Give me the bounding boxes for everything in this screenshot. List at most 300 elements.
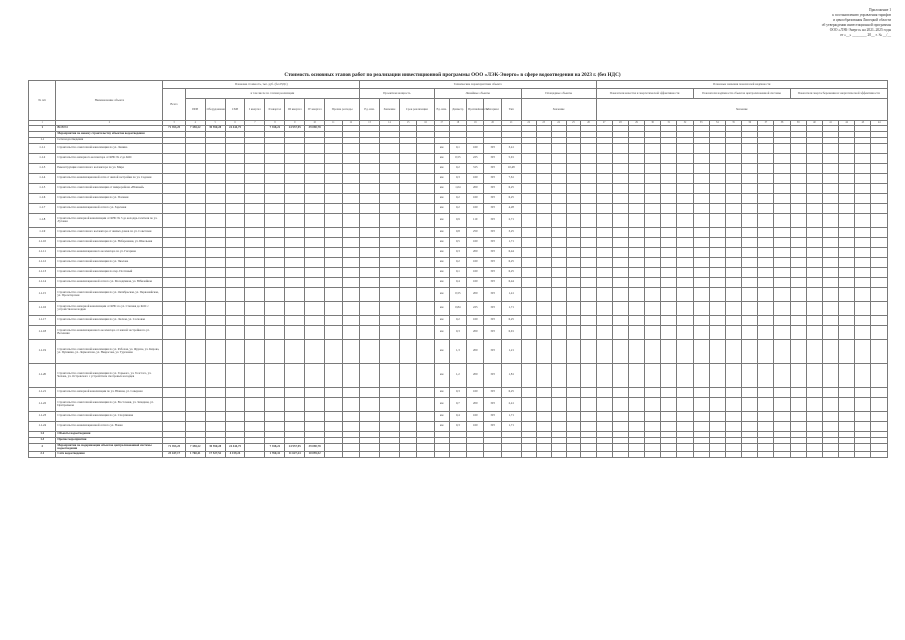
- empty-cell: [645, 257, 661, 267]
- empty-cell: [855, 143, 871, 153]
- design-value: [379, 203, 399, 213]
- cost-other-a: [325, 257, 342, 267]
- empty-cell: [806, 163, 822, 173]
- header-target-a: Показатели качества и энергетической эффективности: [596, 89, 693, 99]
- row-number: 1.1.21: [29, 387, 56, 397]
- linear-diameter: 250: [467, 227, 484, 237]
- table-row: [29, 193, 888, 203]
- empty-cell: [677, 363, 693, 387]
- cost-q3: [285, 173, 305, 183]
- cost-q4: [305, 277, 325, 287]
- empty-cell: [855, 257, 871, 267]
- empty-cell: [693, 363, 709, 387]
- linear-type: 6,25: [501, 257, 521, 267]
- design-value: [379, 257, 399, 267]
- empty-cell: [628, 143, 644, 153]
- cost-pir: 1 760,41: [185, 451, 205, 457]
- design-value: [379, 411, 399, 421]
- empty-cell: [521, 193, 536, 203]
- empty-cell: [774, 203, 790, 213]
- period-a: [399, 257, 416, 267]
- linear-length: 0,7: [449, 397, 466, 411]
- empty-cell: [839, 203, 855, 213]
- empty-cell: [581, 153, 596, 163]
- cost-pir: [185, 363, 205, 387]
- period-a: [399, 193, 416, 203]
- empty-cell: [709, 193, 725, 203]
- empty-cell: [596, 277, 612, 287]
- cost-other-a: [325, 339, 342, 363]
- empty-cell: [521, 237, 536, 247]
- empty-cell: [645, 193, 661, 203]
- column-number: 39: [790, 121, 806, 126]
- empty-cell: [536, 267, 551, 277]
- empty-cell: [725, 287, 741, 301]
- linear-material: ПЭ: [484, 387, 501, 397]
- empty-cell: [693, 267, 709, 277]
- cost-other-b: [342, 153, 360, 163]
- empty-cell: [566, 443, 581, 451]
- design-value: [379, 451, 399, 457]
- linear-unit: км: [434, 257, 449, 267]
- cost-other-a: [325, 203, 342, 213]
- cost-q1: [245, 301, 265, 315]
- empty-cell: [871, 173, 888, 183]
- empty-cell: [521, 163, 536, 173]
- linear-length: 1,2: [449, 363, 466, 387]
- cost-q3: [285, 267, 305, 277]
- linear-unit: км: [434, 339, 449, 363]
- empty-cell: [806, 301, 822, 315]
- empty-cell: [806, 325, 822, 339]
- empty-cell: [661, 387, 677, 397]
- empty-cell: [774, 267, 790, 277]
- row-name: Реконструкция самотечного коллектора по ул. Мира: [56, 163, 163, 173]
- cost-q2: [265, 173, 285, 183]
- cost-other-a: [325, 363, 342, 387]
- empty-cell: [774, 173, 790, 183]
- period-b: [417, 237, 434, 247]
- cost-q3: [285, 363, 305, 387]
- period-b: [417, 315, 434, 325]
- design-value: [379, 237, 399, 247]
- period-b: [417, 397, 434, 411]
- empty-cell: [612, 325, 628, 339]
- period-b: [417, 153, 434, 163]
- column-number: 33: [693, 121, 709, 126]
- empty-cell: [709, 421, 725, 431]
- empty-cell: [806, 443, 822, 451]
- empty-cell: [855, 387, 871, 397]
- empty-cell: [536, 213, 551, 227]
- approval-line: об утверждении инвестиционной программы: [821, 23, 891, 27]
- empty-cell: [581, 277, 596, 287]
- period-a: [399, 237, 416, 247]
- cost-q2: 7 358,22: [265, 443, 285, 451]
- linear-diameter: 200: [467, 363, 484, 387]
- empty-cell: [822, 287, 838, 301]
- design-value: [379, 315, 399, 325]
- empty-cell: [596, 183, 612, 193]
- cost-q4: [305, 421, 325, 431]
- cost-q2: [265, 301, 285, 315]
- empty-cell: [551, 325, 566, 339]
- linear-unit: км: [434, 173, 449, 183]
- row-number: 1.1: [29, 137, 56, 143]
- cost-equip: 39 590,28: [205, 125, 225, 131]
- empty-cell: [742, 315, 758, 325]
- cost-equip: [205, 163, 225, 173]
- empty-cell: [645, 203, 661, 213]
- empty-cell: [628, 203, 644, 213]
- empty-cell: [521, 173, 536, 183]
- empty-cell: [693, 287, 709, 301]
- empty-cell: [758, 421, 774, 431]
- design-unit: [360, 315, 380, 325]
- row-name: ВСЕГО: [56, 125, 163, 131]
- header-area-detail: Значение: [521, 99, 596, 121]
- cost-q1: [245, 143, 265, 153]
- row-number: 1.1.10: [29, 237, 56, 247]
- empty-cell: [645, 387, 661, 397]
- empty-cell: [566, 363, 581, 387]
- table-row: [29, 163, 888, 173]
- empty-cell: [566, 301, 581, 315]
- empty-cell: [628, 387, 644, 397]
- empty-cell: [566, 387, 581, 397]
- empty-cell: [612, 277, 628, 287]
- cost-total: [163, 315, 185, 325]
- empty-cell: [581, 267, 596, 277]
- empty-cell: [677, 451, 693, 457]
- cost-equip: [205, 397, 225, 411]
- linear-length: 0,55: [449, 153, 466, 163]
- empty-cell: [790, 363, 806, 387]
- design-unit: [360, 203, 380, 213]
- empty-cell: [742, 213, 758, 227]
- row-name: Строительство самотечной канализации по ул. Ленина: [56, 143, 163, 153]
- empty-cell: [742, 173, 758, 183]
- empty-cell: [709, 451, 725, 457]
- empty-cell: [822, 193, 838, 203]
- cost-other-b: [342, 339, 360, 363]
- empty-cell: [596, 153, 612, 163]
- cost-other-b: [342, 421, 360, 431]
- empty-cell: [612, 315, 628, 325]
- empty-cell: [661, 153, 677, 163]
- empty-cell: [596, 227, 612, 237]
- empty-cell: [822, 213, 838, 227]
- table-row: [29, 411, 888, 421]
- linear-unit: км: [434, 227, 449, 237]
- empty-cell: [536, 451, 551, 457]
- period-b: [417, 213, 434, 227]
- empty-cell: [855, 411, 871, 421]
- period-a: [399, 411, 416, 421]
- cost-q1: [245, 237, 265, 247]
- column-number: 13: [360, 121, 380, 126]
- column-number: 43: [855, 121, 871, 126]
- cost-other-a: [325, 267, 342, 277]
- empty-cell: [839, 301, 855, 315]
- cost-equip: [205, 411, 225, 421]
- empty-cell: [612, 237, 628, 247]
- empty-cell: [725, 301, 741, 315]
- linear-type: 1,21: [501, 339, 521, 363]
- row-number: 1.1.23: [29, 411, 56, 421]
- empty-cell: [612, 443, 628, 451]
- empty-cell: [551, 257, 566, 267]
- empty-cell: [581, 247, 596, 257]
- empty-cell: [612, 301, 628, 315]
- empty-cell: [645, 397, 661, 411]
- cost-other-a: [325, 237, 342, 247]
- empty-cell: [855, 227, 871, 237]
- empty-cell: [806, 257, 822, 267]
- empty-cell: [709, 163, 725, 173]
- cost-q3: [285, 213, 305, 227]
- linear-type: 5,91: [501, 153, 521, 163]
- empty-cell: [790, 237, 806, 247]
- empty-cell: [645, 237, 661, 247]
- empty-cell: [725, 363, 741, 387]
- cost-smr: [225, 267, 245, 277]
- column-number: 42: [839, 121, 855, 126]
- header-other: Прочие расходы: [325, 99, 360, 121]
- empty-cell: [521, 387, 536, 397]
- empty-cell: [725, 397, 741, 411]
- period-a: [399, 287, 416, 301]
- cost-total: [163, 247, 185, 257]
- cost-q3: [285, 421, 305, 431]
- column-number: 22: [521, 121, 536, 126]
- empty-cell: [551, 387, 566, 397]
- linear-unit: км: [434, 301, 449, 315]
- empty-cell: [822, 203, 838, 213]
- empty-cell: [645, 163, 661, 173]
- empty-cell: [806, 363, 822, 387]
- design-value: [379, 387, 399, 397]
- empty-cell: [790, 267, 806, 277]
- row-name: Строительство самотечной канализации по ул. Полевая: [56, 193, 163, 203]
- linear-length: 0,84: [449, 301, 466, 315]
- linear-diameter: 200: [467, 397, 484, 411]
- empty-cell: [536, 363, 551, 387]
- empty-cell: [855, 363, 871, 387]
- empty-cell: [742, 267, 758, 277]
- cost-equip: [205, 173, 225, 183]
- empty-cell: [693, 443, 709, 451]
- linear-material: ПЭ: [484, 363, 501, 387]
- cost-smr: [225, 143, 245, 153]
- period-b: [417, 301, 434, 315]
- design-unit: [360, 143, 380, 153]
- empty-cell: [551, 397, 566, 411]
- cost-q3: [285, 227, 305, 237]
- design-value: [379, 421, 399, 431]
- table-row: [29, 451, 888, 457]
- empty-cell: [645, 411, 661, 421]
- empty-cell: [790, 227, 806, 237]
- cost-q1: [245, 227, 265, 237]
- column-number: 16: [417, 121, 434, 126]
- empty-cell: [758, 193, 774, 203]
- cost-other-a: [325, 173, 342, 183]
- cost-total: [163, 227, 185, 237]
- row-number: 1.1.12: [29, 257, 56, 267]
- empty-cell: [628, 443, 644, 451]
- empty-cell: [612, 411, 628, 421]
- table-row: [29, 339, 888, 363]
- empty-cell: [725, 153, 741, 163]
- table-row: [29, 227, 888, 237]
- column-number: 7: [245, 121, 265, 126]
- linear-type: 2,71: [501, 213, 521, 227]
- empty-cell: [709, 237, 725, 247]
- empty-cell: [742, 237, 758, 247]
- empty-cell: [536, 387, 551, 397]
- cost-q3: [285, 193, 305, 203]
- cost-q4: [305, 267, 325, 277]
- empty-cell: [596, 325, 612, 339]
- header-value: Значение: [379, 99, 399, 121]
- empty-cell: [521, 153, 536, 163]
- cost-q4: [305, 397, 325, 411]
- linear-type: 7,61: [501, 173, 521, 183]
- empty-cell: [758, 287, 774, 301]
- row-number: 1.1.13: [29, 267, 56, 277]
- design-unit: [360, 257, 380, 267]
- empty-cell: [806, 203, 822, 213]
- row-name: Строительство канализационной сети от жилой застройки по ул. Садовая: [56, 173, 163, 183]
- empty-cell: [774, 421, 790, 431]
- empty-cell: [855, 173, 871, 183]
- cost-pir: [185, 227, 205, 237]
- empty-cell: [677, 257, 693, 267]
- design-value: [379, 397, 399, 411]
- linear-unit: км: [434, 277, 449, 287]
- empty-cell: [645, 325, 661, 339]
- cost-equip: [205, 363, 225, 387]
- linear-unit: км: [434, 421, 449, 431]
- empty-cell: [693, 183, 709, 193]
- cost-other-a: [325, 193, 342, 203]
- empty-cell: [758, 183, 774, 193]
- header-target-c: Показатели энергосбережения и энергетической эффективности: [790, 89, 887, 99]
- linear-diameter: 160: [467, 387, 484, 397]
- empty-cell: [855, 213, 871, 227]
- empty-cell: [551, 339, 566, 363]
- design-unit: [360, 443, 380, 451]
- cost-total: [163, 421, 185, 431]
- cost-q3: [285, 301, 305, 315]
- linear-length: 0,2: [449, 257, 466, 267]
- cost-smr: [225, 163, 245, 173]
- linear-diameter: 160: [467, 143, 484, 153]
- empty-cell: [628, 339, 644, 363]
- empty-cell: [871, 277, 888, 287]
- linear-diameter: 200: [467, 339, 484, 363]
- header-mat: Материал: [484, 99, 501, 121]
- empty-cell: [839, 163, 855, 173]
- empty-cell: [790, 301, 806, 315]
- cost-pir: [185, 153, 205, 163]
- empty-cell: [566, 397, 581, 411]
- empty-cell: [855, 315, 871, 325]
- empty-cell: [581, 237, 596, 247]
- empty-cell: [536, 277, 551, 287]
- cost-pir: 7 358,22: [185, 125, 205, 131]
- header-q2: II квартал: [265, 99, 285, 121]
- empty-cell: [693, 339, 709, 363]
- empty-cell: [871, 193, 888, 203]
- empty-cell: [855, 301, 871, 315]
- linear-diameter: 315: [467, 163, 484, 173]
- empty-cell: [871, 143, 888, 153]
- empty-cell: [709, 183, 725, 193]
- empty-cell: [628, 193, 644, 203]
- cost-smr: [225, 421, 245, 431]
- cost-total: [163, 203, 185, 213]
- cost-q3: 24 957,95: [285, 125, 305, 131]
- row-number: 1.1.19: [29, 339, 56, 363]
- empty-cell: [806, 277, 822, 287]
- empty-cell: [661, 173, 677, 183]
- empty-cell: [758, 325, 774, 339]
- empty-cell: [521, 315, 536, 325]
- empty-cell: [677, 203, 693, 213]
- linear-unit: км: [434, 387, 449, 397]
- row-name: Строительство канализационной сети по ул. Молодёжная, ул. Юбилейная: [56, 277, 163, 287]
- empty-cell: [628, 213, 644, 227]
- empty-cell: [774, 363, 790, 387]
- empty-cell: [581, 325, 596, 339]
- linear-material: ПЭ: [484, 421, 501, 431]
- header-q4: IV квартал: [305, 99, 325, 121]
- empty-cell: [790, 153, 806, 163]
- empty-cell: [790, 397, 806, 411]
- linear-diameter: 160: [467, 203, 484, 213]
- empty-cell: [628, 153, 644, 163]
- cost-other-b: [342, 397, 360, 411]
- empty-cell: [645, 451, 661, 457]
- period-b: [417, 325, 434, 339]
- empty-cell: [551, 143, 566, 153]
- design-unit: [360, 163, 380, 173]
- linear-length: 0,3: [449, 421, 466, 431]
- empty-cell: [855, 163, 871, 173]
- empty-cell: [806, 421, 822, 431]
- empty-cell: [536, 237, 551, 247]
- cost-other-a: [325, 325, 342, 339]
- empty-cell: [661, 287, 677, 301]
- row-number: 2: [29, 443, 56, 451]
- cost-pir: 7 358,22: [185, 443, 205, 451]
- column-number: 34: [709, 121, 725, 126]
- linear-type: 2,41: [501, 397, 521, 411]
- row-name: Сети водоотведения: [56, 137, 163, 143]
- empty-cell: [806, 193, 822, 203]
- empty-cell: [758, 315, 774, 325]
- linear-type: 6,91: [501, 325, 521, 339]
- empty-cell: [790, 203, 806, 213]
- cost-q2: [265, 163, 285, 173]
- table-row: [29, 247, 888, 257]
- empty-cell: [709, 397, 725, 411]
- empty-cell: [693, 247, 709, 257]
- empty-cell: [566, 267, 581, 277]
- column-number: 18: [449, 121, 466, 126]
